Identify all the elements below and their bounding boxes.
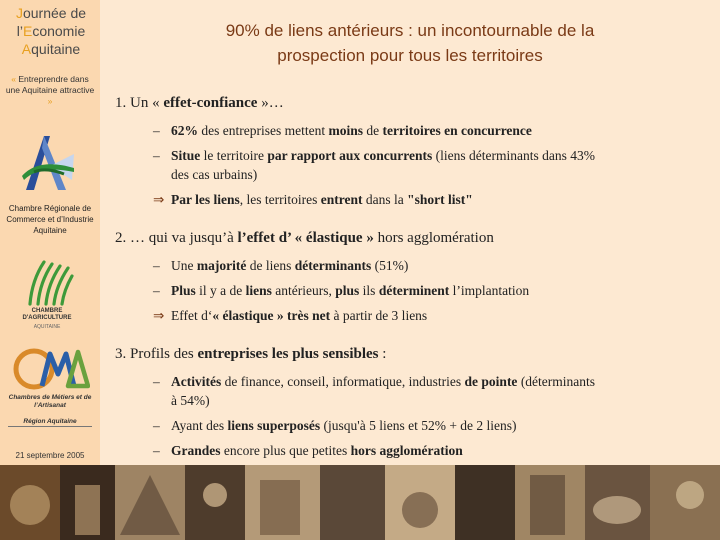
section-heading-text: : <box>378 346 387 362</box>
event-title <box>6 4 96 58</box>
text-fragment: (jusqu'à 5 liens et 52% + de 2 liens) <box>320 418 517 433</box>
bold-fragment: liens <box>245 283 272 298</box>
dash-bullet: – <box>153 443 160 458</box>
text-fragment: Une <box>171 258 197 273</box>
list-item <box>153 441 603 460</box>
section-heading-text: Un « <box>130 95 160 111</box>
photo-banner <box>0 465 720 540</box>
quote-close: » <box>47 96 53 106</box>
agri-logo-sub: AQUITAINE <box>33 324 61 330</box>
section-heading-text: »… <box>261 95 284 111</box>
sidebar <box>0 0 100 465</box>
dash-bullet: – <box>153 418 160 433</box>
slide-title-line: 90% de liens antérieurs : un incontournable de la <box>225 21 595 40</box>
section-number: 3. <box>115 346 127 362</box>
text-fragment: , les territoires <box>239 192 321 207</box>
bold-fragment: 62% <box>171 123 198 138</box>
list-item-text <box>153 441 603 460</box>
text-fragment: (51%) <box>371 258 409 273</box>
bold-fragment: territoires en concurrence <box>382 123 532 138</box>
section-heading-text: … qui va jusqu’à <box>130 230 238 246</box>
section-heading-bold: l’effet d’ « élastique » <box>237 230 374 246</box>
ccira-logo <box>20 132 76 194</box>
slide-title <box>150 18 670 68</box>
list-item-text <box>153 416 603 435</box>
list-item-text <box>153 306 623 325</box>
text-fragment: des entreprises mettent <box>198 123 329 138</box>
bold-fragment: déterminent <box>378 283 450 298</box>
section-number: 2. <box>115 230 127 246</box>
bold-fragment: liens superposés <box>227 418 321 433</box>
dash-bullet: – <box>153 258 160 273</box>
tagline <box>3 74 97 107</box>
text-fragment: l’implantation <box>449 283 530 298</box>
text-fragment: il y a de <box>195 283 246 298</box>
event-title-text: quitaine <box>31 41 81 57</box>
section-heading-bold: effet-confiance <box>159 95 262 111</box>
event-title-cap: A <box>21 41 32 57</box>
bold-fragment: Grandes <box>171 443 221 458</box>
tagline-text: Entreprendre dans une Aquitaine attractive <box>5 74 95 95</box>
text-fragment: (déterminants à 54%) <box>171 374 596 408</box>
photo-collage-image <box>0 465 720 540</box>
list-item-text <box>153 281 623 300</box>
event-date: 21 septembre 2005 <box>15 451 85 460</box>
text-fragment: ils <box>359 283 379 298</box>
ccira-name: Chambre Régionale de Commerce et d’Industrie Aquitaine <box>6 204 94 235</box>
list-item <box>153 121 613 140</box>
bold-fragment: « élastique » très net <box>212 308 331 323</box>
section-heading-bold: entreprises les plus sensibles <box>197 346 379 362</box>
section-number: 1. <box>115 95 127 111</box>
bold-fragment: moins <box>328 123 363 138</box>
dash-bullet: – <box>153 123 160 138</box>
arrow-bullet-icon: ⇒ <box>153 308 165 323</box>
text-fragment: encore plus que petites <box>220 443 351 458</box>
bold-fragment: hors agglomération <box>350 443 463 458</box>
section-heading-text: Profils des <box>130 346 198 362</box>
text-fragment: dans la <box>362 192 408 207</box>
text-fragment: Effet d‘ <box>171 308 213 323</box>
section-heading <box>115 95 284 112</box>
bold-fragment: majorité <box>196 258 247 273</box>
list-item <box>153 372 603 410</box>
agri-logo-text: CHAMBRE D'AGRICULTURE <box>22 308 72 321</box>
text-fragment: de <box>362 123 383 138</box>
event-title-text: l’ <box>16 23 23 39</box>
bold-fragment: Activités <box>171 374 222 389</box>
list-item-text <box>153 190 613 209</box>
section-heading <box>115 346 386 363</box>
bold-fragment: par rapport aux concurrents <box>267 148 433 163</box>
list-item <box>153 281 623 300</box>
text-fragment: antérieurs, <box>271 283 336 298</box>
cma-logo <box>12 348 90 390</box>
text-fragment: de finance, conseil, informatique, industries <box>221 374 465 389</box>
list-item-text <box>153 146 613 184</box>
bold-fragment: Situe <box>171 148 201 163</box>
list-item <box>153 256 623 275</box>
text-fragment: à partir de 3 liens <box>330 308 428 323</box>
event-title-cap: J <box>15 5 23 21</box>
event-title-cap: E <box>22 23 33 39</box>
event-title-text: ournée de <box>22 5 87 21</box>
list-item <box>153 306 623 325</box>
text-fragment: le territoire <box>200 148 268 163</box>
bold-fragment: "short list" <box>407 192 473 207</box>
list-item-text <box>153 121 613 140</box>
list-item <box>153 416 603 435</box>
bold-fragment: déterminants <box>294 258 372 273</box>
text-fragment: Ayant des <box>171 418 228 433</box>
dash-bullet: – <box>153 283 160 298</box>
cma-name: Chambres de Métiers et de l’Artisanat <box>8 394 92 409</box>
bold-fragment: Par les liens <box>171 192 240 207</box>
list-item-text <box>153 256 623 275</box>
list-item-text <box>153 372 603 410</box>
quote-open: « <box>11 74 16 84</box>
bold-fragment: de pointe <box>464 374 518 389</box>
dash-bullet: – <box>153 148 160 163</box>
event-title-text: conomie <box>32 23 86 39</box>
list-item <box>153 146 613 184</box>
dash-bullet: – <box>153 374 160 389</box>
text-fragment: (liens déterminants dans 43% des cas urbains) <box>171 148 595 182</box>
arrow-bullet-icon: ⇒ <box>153 192 165 207</box>
section-heading <box>115 230 494 247</box>
text-fragment: de liens <box>246 258 295 273</box>
bold-fragment: Plus <box>171 283 196 298</box>
bold-fragment: entrent <box>320 192 363 207</box>
section-heading-text: hors agglomération <box>373 230 494 246</box>
bold-fragment: plus <box>335 283 360 298</box>
list-item <box>153 190 613 209</box>
slide-title-line: prospection pour tous les territoires <box>277 46 543 65</box>
cma-region: Région Aquitaine <box>8 418 92 427</box>
